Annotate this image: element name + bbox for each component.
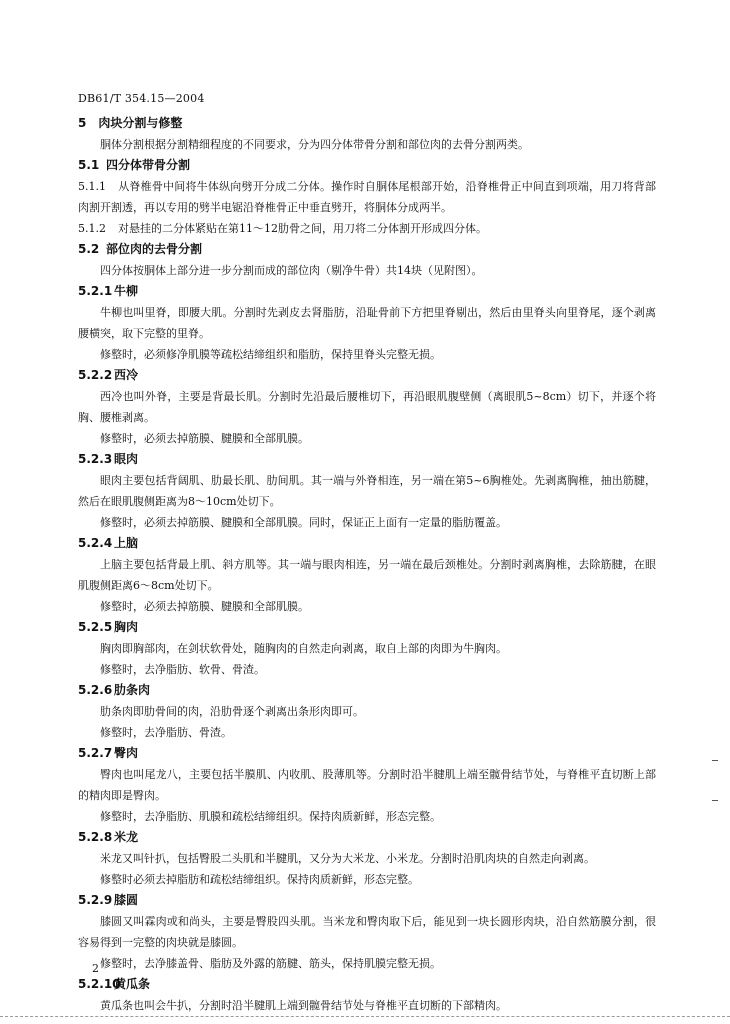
subsection-heading: [78, 281, 656, 302]
subsection-title: 牛柳: [114, 284, 139, 298]
scan-edge-line: [0, 1016, 730, 1017]
subsection-number: 5.2.7: [78, 746, 113, 760]
paragraph: 修整时，必须去掉筋膜、腱膜和全部肌膜。同时，保证正上面有一定量的脂肪覆盖。: [100, 516, 507, 529]
subsection-number: 5.2.5: [78, 620, 113, 634]
section-5-heading: 5 肉块分割与修整: [78, 116, 183, 130]
page-content: [78, 112, 656, 1016]
paragraph: 上脑主要包括背最上肌、斜方肌等。其一端与眼肉相连，另一端在最后颈椎处。分割时剥离胸椎，去除筋腱，在眼肌腹侧距离6～8cm处切下。: [78, 558, 656, 592]
section-5-intro: 胴体分割根据分割精细程度的不同要求，分为四分体带骨分割和部位肉的去骨分割两类。: [100, 138, 529, 151]
subsection-heading: [78, 449, 656, 470]
paragraph: 修整时，去净膝盖骨、脂肪及外露的筋腱、筋头，保持肌膜完整无损。: [100, 957, 441, 970]
paragraph: 膝圆又叫霖肉或和尚头，主要是臀股四头肌。当米龙和臀肉取下后，能见到一块长圆形肉块，沿自然筋膜分割，很容易得到一完整的肉块就是膝圆。: [78, 915, 656, 949]
paragraph: 西冷也叫外脊，主要是背最长肌。分割时先沿最后腰椎切下，再沿眼肌腹壁侧（离眼肌5~8cm）切下，并逐个将胸、腰椎剥离。: [78, 390, 656, 424]
subsection-number: 5.2.10: [78, 977, 121, 991]
subsection-heading: [78, 533, 656, 554]
subsection-title: 臀肉: [114, 746, 139, 760]
section-number: 5.1: [78, 158, 100, 172]
subsection-number: 5.2.4: [78, 536, 113, 550]
clause-number: 5.1.1: [78, 180, 106, 193]
subsection-title: 膝圆: [114, 893, 139, 907]
paragraph: 肋条肉即肋骨间的肉，沿肋骨逐个剥离出条形肉即可。: [100, 705, 364, 718]
paragraph: 眼肉主要包括背阔肌、肋最长肌、肋间肌。其一端与外脊相连，另一端在第5~6胸椎处。先剥离胸椎，抽出筋腱，然后在眼肌腹侧距离为8～10cm处切下。: [78, 474, 656, 508]
subsection-heading: [78, 974, 656, 995]
paragraph: 修整时，去净脂肪、肌膜和疏松结缔组织。保持肉质新鲜，形态完整。: [100, 810, 441, 823]
paragraph: 修整时，去净脂肪、软骨、骨渣。: [100, 663, 265, 676]
subsection-number: 5.2.2: [78, 368, 113, 382]
paragraph: 修整时，必须去掉筋膜、腱膜和全部肌膜。: [100, 600, 309, 613]
page-number: 2: [92, 962, 99, 975]
standard-code: DB61/T 354.15—2004: [78, 92, 205, 105]
section-5-2-heading: [78, 239, 656, 260]
subsection-title: 黄瓜条: [114, 977, 151, 991]
paragraph: 牛柳也叫里脊，即腰大肌。分割时先剥皮去肾脂肪，沿耻骨前下方把里脊剔出，然后由里脊头向里脊尾，逐个剥离腰横突，取下完整的里脊。: [78, 306, 656, 340]
section-number: 5.2: [78, 242, 100, 256]
paragraph: 黄瓜条也叫会牛扒，分割时沿半腱肌上端到髋骨结节处与脊椎平直切断的下部精肉。: [100, 999, 507, 1012]
margin-mark: [712, 800, 718, 801]
clause-text: 从脊椎骨中间将牛体纵向劈开分成二分体。操作时自胴体尾根部开始，沿脊椎骨正中间直到项端，用刀将背部肉割开割透，再以专用的劈半电锯沿脊椎骨正中垂直劈开，将胴体分成两半。: [78, 180, 656, 214]
subsection-title: 胸肉: [114, 620, 139, 634]
subsection-heading: [78, 890, 656, 911]
subsection-number: 5.2.8: [78, 830, 113, 844]
subsection-heading: [78, 617, 656, 638]
clause-5-1-1: [78, 176, 656, 218]
paragraph: 胸肉即胸部肉，在剑状软骨处，随胸肉的自然走向剥离，取自上部的肉即为牛胸肉。: [100, 642, 507, 655]
section-5-2-intro: 四分体按胴体上部分进一步分割而成的部位肉（剔净牛骨）共14块（见附图）。: [100, 264, 483, 277]
subsection-number: 5.2.1: [78, 284, 113, 298]
paragraph: 修整时，必须修净肌膜等疏松结缔组织和脂肪，保持里脊头完整无损。: [100, 348, 441, 361]
section-title: 四分体带骨分割: [106, 158, 191, 172]
section-5-1-heading: [78, 155, 656, 176]
subsection-heading: [78, 827, 656, 848]
paragraph: 修整时必须去掉脂肪和疏松结缔组织。保持肉质新鲜，形态完整。: [100, 873, 419, 886]
paragraph: 臀肉也叫尾龙八，主要包括半膜肌、内收肌、股薄肌等。分割时沿半腱肌上端至髋骨结节处，与脊椎平直切断上部的精肉即是臀肉。: [78, 768, 656, 802]
subsection-number: 5.2.3: [78, 452, 113, 466]
subsection-title: 上脑: [114, 536, 139, 550]
paragraph: 米龙又叫针扒，包括臀股二头肌和半腱肌，又分为大米龙、小米龙。分割时沿肌肉块的自然走向剥离。: [100, 852, 595, 865]
section-title: 部位肉的去骨分割: [106, 242, 203, 256]
subsection-heading: [78, 365, 656, 386]
subsection-title: 米龙: [114, 830, 139, 844]
subsection-title: 肋条肉: [114, 683, 151, 697]
subsection-heading: [78, 680, 656, 701]
subsection-number: 5.2.9: [78, 893, 113, 907]
subsection-title: 眼肉: [114, 452, 139, 466]
paragraph: 修整时，去净脂肪、骨渣。: [100, 726, 232, 739]
subsection-number: 5.2.6: [78, 683, 113, 697]
paragraph: 修整时，必须去掉筋膜、腱膜和全部肌膜。: [100, 432, 309, 445]
clause-text: 对悬挂的二分体紧贴在第11～12肋骨之间，用刀将二分体割开形成四分体。: [118, 222, 487, 235]
clause-5-1-2: [78, 218, 656, 239]
margin-mark: [712, 760, 718, 761]
clause-number: 5.1.2: [78, 222, 106, 235]
subsection-title: 西冷: [114, 368, 139, 382]
subsection-heading: [78, 743, 656, 764]
